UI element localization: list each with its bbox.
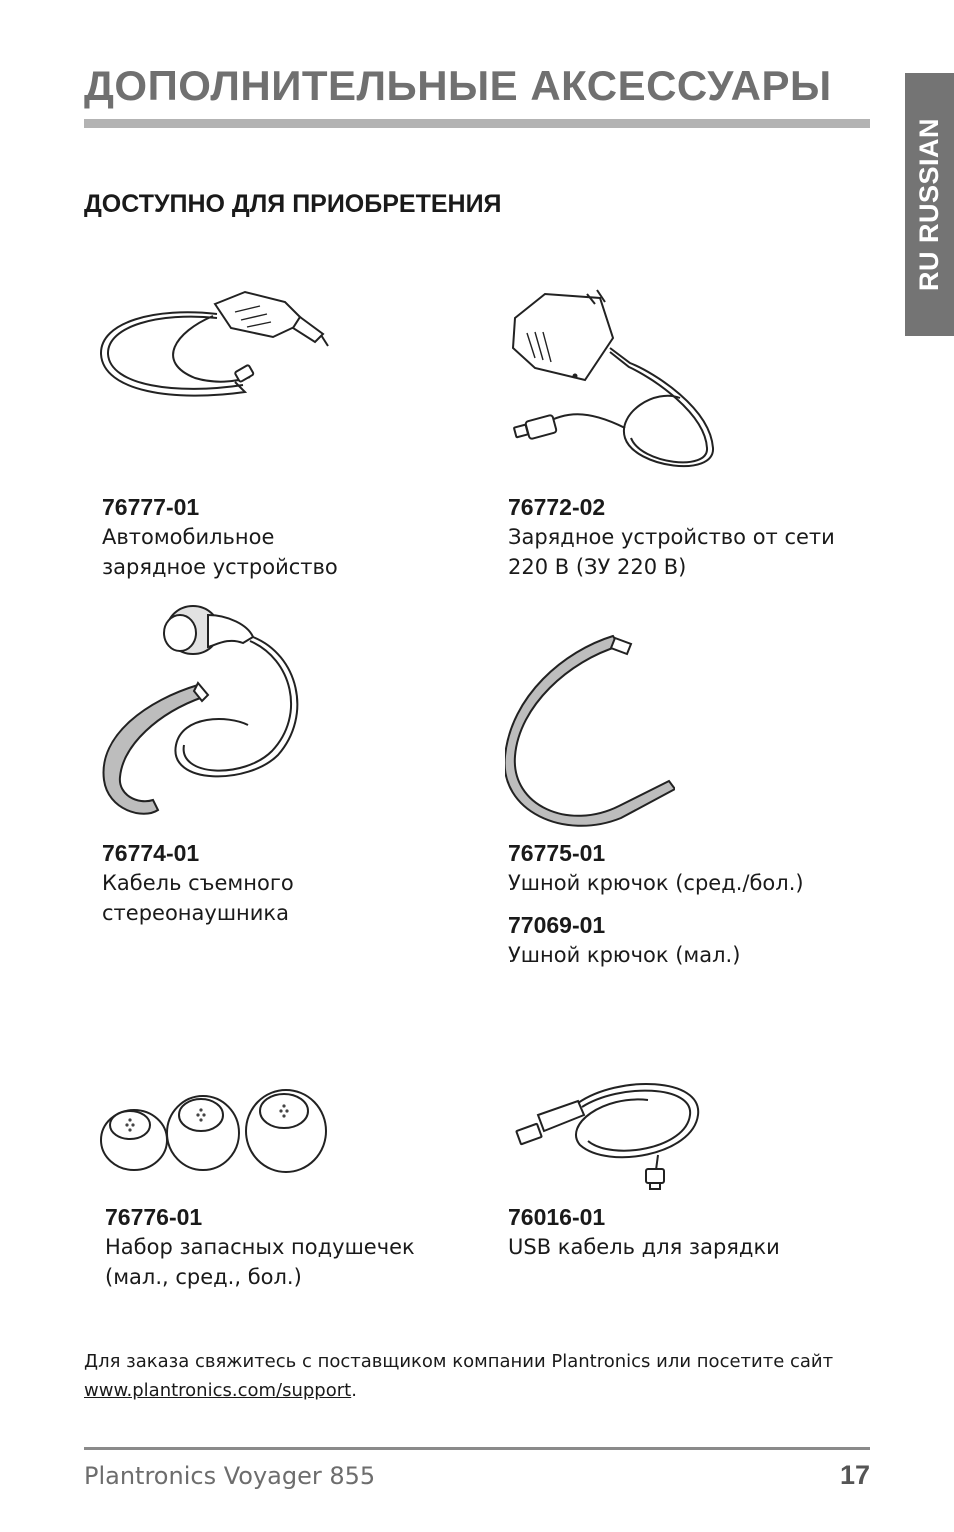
item-description: Ушной крючок (сред./бол.) xyxy=(508,871,804,895)
language-tab xyxy=(905,73,954,336)
item-description: Зарядное устройство от сети 220 В (ЗУ 220 В) xyxy=(508,525,835,579)
ear-hook-icon xyxy=(505,632,675,832)
page-number: 17 xyxy=(839,1460,870,1490)
stereo-earbud-cable-icon xyxy=(98,595,313,830)
language-tab-label: RU RUSSIAN xyxy=(914,118,944,292)
accessory-item xyxy=(508,1202,908,1262)
item-code-secondary: 77069-01 xyxy=(508,912,606,938)
item-description: Кабель съемного стереонаушника xyxy=(102,871,294,925)
section-heading: ДОСТУПНО ДЛЯ ПРИОБРЕТЕНИЯ xyxy=(84,190,502,218)
support-link[interactable]: www.plantronics.com/support xyxy=(84,1380,352,1401)
order-note-text: Для заказа свяжитесь с поставщиком компании Plantronics или посетите сайт xyxy=(84,1351,834,1372)
ear-cushions-icon xyxy=(98,1085,330,1175)
item-description: USB кабель для зарядки xyxy=(508,1235,780,1259)
footer-rule xyxy=(84,1447,870,1450)
item-code: 76775-01 xyxy=(508,840,606,866)
page-title: ДОПОЛНИТЕЛЬНЫЕ АКСЕССУАРЫ xyxy=(84,62,832,109)
accessory-item xyxy=(508,838,908,970)
car-charger-icon xyxy=(95,282,340,412)
ac-charger-icon xyxy=(505,288,720,478)
item-code: 76774-01 xyxy=(102,840,200,866)
item-description: Набор запасных подушечек (мал., сред., бол.) xyxy=(105,1235,415,1289)
item-code: 76772-02 xyxy=(508,494,606,520)
item-code: 76776-01 xyxy=(105,1204,203,1230)
item-description: Автомобильное зарядное устройство xyxy=(102,525,338,579)
order-note-end: . xyxy=(351,1380,357,1401)
footer-product-name: Plantronics Voyager 855 xyxy=(84,1462,376,1490)
order-note xyxy=(84,1347,864,1405)
item-code: 76016-01 xyxy=(508,1204,606,1230)
accessory-item xyxy=(102,492,502,582)
usb-cable-icon xyxy=(508,1075,703,1195)
title-rule xyxy=(84,119,870,128)
accessory-item xyxy=(105,1202,505,1292)
item-description-secondary: Ушной крючок (мал.) xyxy=(508,943,741,967)
accessory-item xyxy=(508,492,908,582)
accessory-item xyxy=(102,838,502,928)
item-code: 76777-01 xyxy=(102,494,200,520)
